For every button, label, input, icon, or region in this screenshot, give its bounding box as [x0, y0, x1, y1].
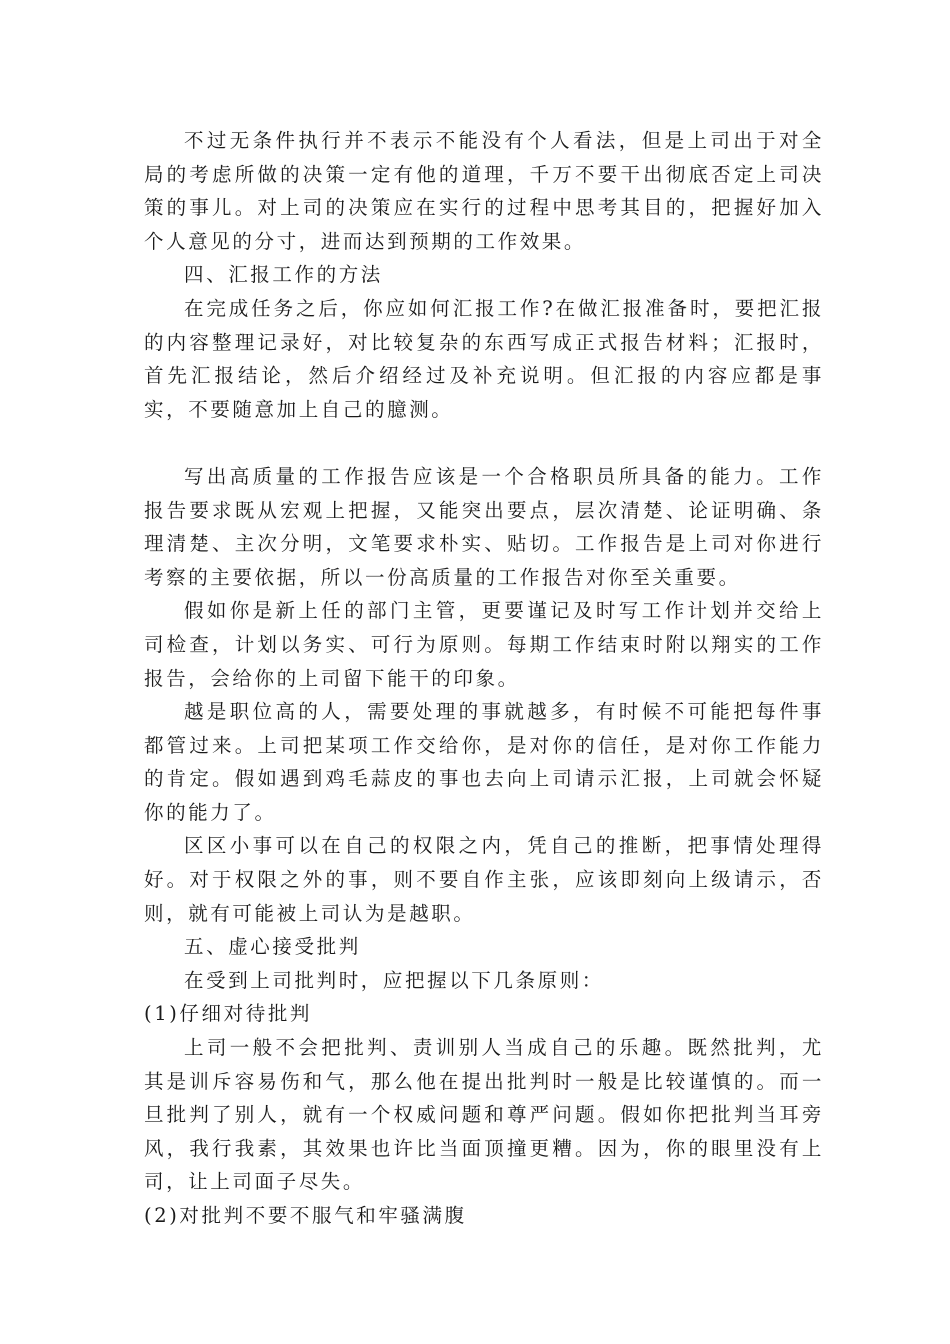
paragraph-8: 上司一般不会把批判、责训别人当成自己的乐趣。既然批判，尤其是训斥容易伤和气，那么他在提出批判时一般是比较谨慎的。而一旦批判了别人，就有一个权威问题和尊严问题。假如你把批判当耳旁风，我行我素，其效果也许比当面顶撞更糟。因为，你的眼里没有上司，让上司面子尽失。 [144, 1036, 824, 1194]
section-heading-4: 四、汇报工作的方法 [184, 263, 383, 287]
paragraph-7: 在受到上司批判时，应把握以下几条原则： [184, 968, 604, 992]
section-heading-5: 五、虚心接受批判 [184, 935, 361, 959]
list-item-2: (2)对批判不要不服气和牢骚满腹 [144, 1204, 467, 1227]
paragraph-6: 区区小事可以在自己的权限之内，凭自己的推断，把事情处理得好。对于权限之外的事，则不要自作主张，应该即刻向上级请示，否则，就有可能被上司认为是越职。 [144, 834, 824, 925]
paragraph-3: 写出高质量的工作报告应该是一个合格职员所具备的能力。工作报告要求既从宏观上把握，又能突出要点，层次清楚、论证明确、条理清楚、主次分明，文笔要求朴实、贴切。工作报告是上司对你进行考察的主要依据，所以一份高质量的工作报告对你至关重要。 [144, 464, 824, 589]
paragraph-1: 不过无条件执行并不表示不能没有个人看法，但是上司出于对全局的考虑所做的决策一定有他的道理，千万不要干出彻底否定上司决策的事儿。对上司的决策应在实行的过程中思考其目的，把握好加入个人意见的分寸，进而达到预期的工作效果。 [144, 129, 824, 253]
blank-line [144, 426, 824, 460]
document-body [144, 124, 824, 1233]
list-item-1: (1)仔细对待批判 [144, 1002, 313, 1026]
paragraph-2: 在完成任务之后，你应如何汇报工作?在做汇报准备时，要把汇报的内容整理记录好，对比较复杂的东西写成正式报告材料；汇报时，首先汇报结论，然后介绍经过及补充说明。但汇报的内容应都是事实，不要随意加上自己的臆测。 [144, 296, 824, 421]
paragraph-4: 假如你是新上任的部门主管，更要谨记及时写工作计划并交给上司检查，计划以务实、可行为原则。每期工作结束时附以翔实的工作报告，会给你的上司留下能干的印象。 [144, 599, 824, 690]
paragraph-5: 越是职位高的人，需要处理的事就越多，有时候不可能把每件事都管过来。上司把某项工作交给你，是对你的信任，是对你工作能力的肯定。假如遇到鸡毛蒜皮的事也去向上司请示汇报，上司就会怀疑你的能力了。 [144, 700, 824, 824]
